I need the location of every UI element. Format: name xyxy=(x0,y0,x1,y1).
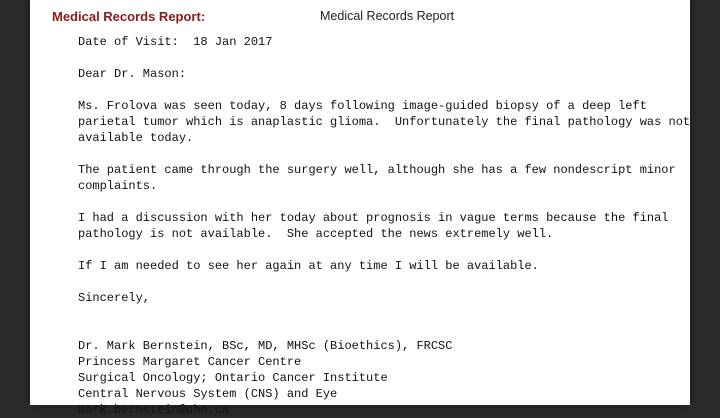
paragraph-line: I had a discussion with her today about prognosis in vague terms because the final xyxy=(78,211,669,225)
report-page xyxy=(30,0,691,417)
salutation: Dear Dr. Mason: xyxy=(78,67,187,81)
report-header-label: Medical Records Report: xyxy=(52,9,206,24)
paragraph-2 xyxy=(78,162,678,194)
paragraph-line: available today. xyxy=(78,131,194,145)
signature-institution: Princess Margaret Cancer Centre xyxy=(78,355,302,369)
report-header-title: Medical Records Report xyxy=(320,9,455,23)
paragraph-line: The patient came through the surgery well, although she has a few nondescript minor xyxy=(78,163,676,177)
letter-body xyxy=(78,34,691,418)
signature-division: Central Nervous System (CNS) and Eye xyxy=(78,387,338,401)
signature-department: Surgical Oncology; Ontario Cancer Institute xyxy=(78,371,388,385)
paragraph-line: Ms. Frolova was seen today, 8 days following image-guided biopsy of a deep left xyxy=(78,99,647,113)
signature-name: Dr. Mark Bernstein, BSc, MD, MHSc (Bioethics), FRCSC xyxy=(78,339,453,353)
paragraph-line: parietal tumor which is anaplastic glioma. Unfortunately the final pathology was not xyxy=(78,115,691,129)
visit-date: Date of Visit: 18 Jan 2017 xyxy=(78,35,273,49)
closing: Sincerely, xyxy=(78,291,151,305)
signature-block xyxy=(78,338,678,418)
paragraph-1 xyxy=(78,98,691,146)
paragraph-line: pathology is not available. She accepted the news extremely well. xyxy=(78,227,554,241)
paragraph-4: If I am needed to see her again at any time I will be available. xyxy=(78,259,539,273)
paragraph-3 xyxy=(78,210,678,242)
paragraph-line: complaints. xyxy=(78,179,158,193)
signature-email: mark.bernstein@uhn.ca xyxy=(78,403,230,417)
